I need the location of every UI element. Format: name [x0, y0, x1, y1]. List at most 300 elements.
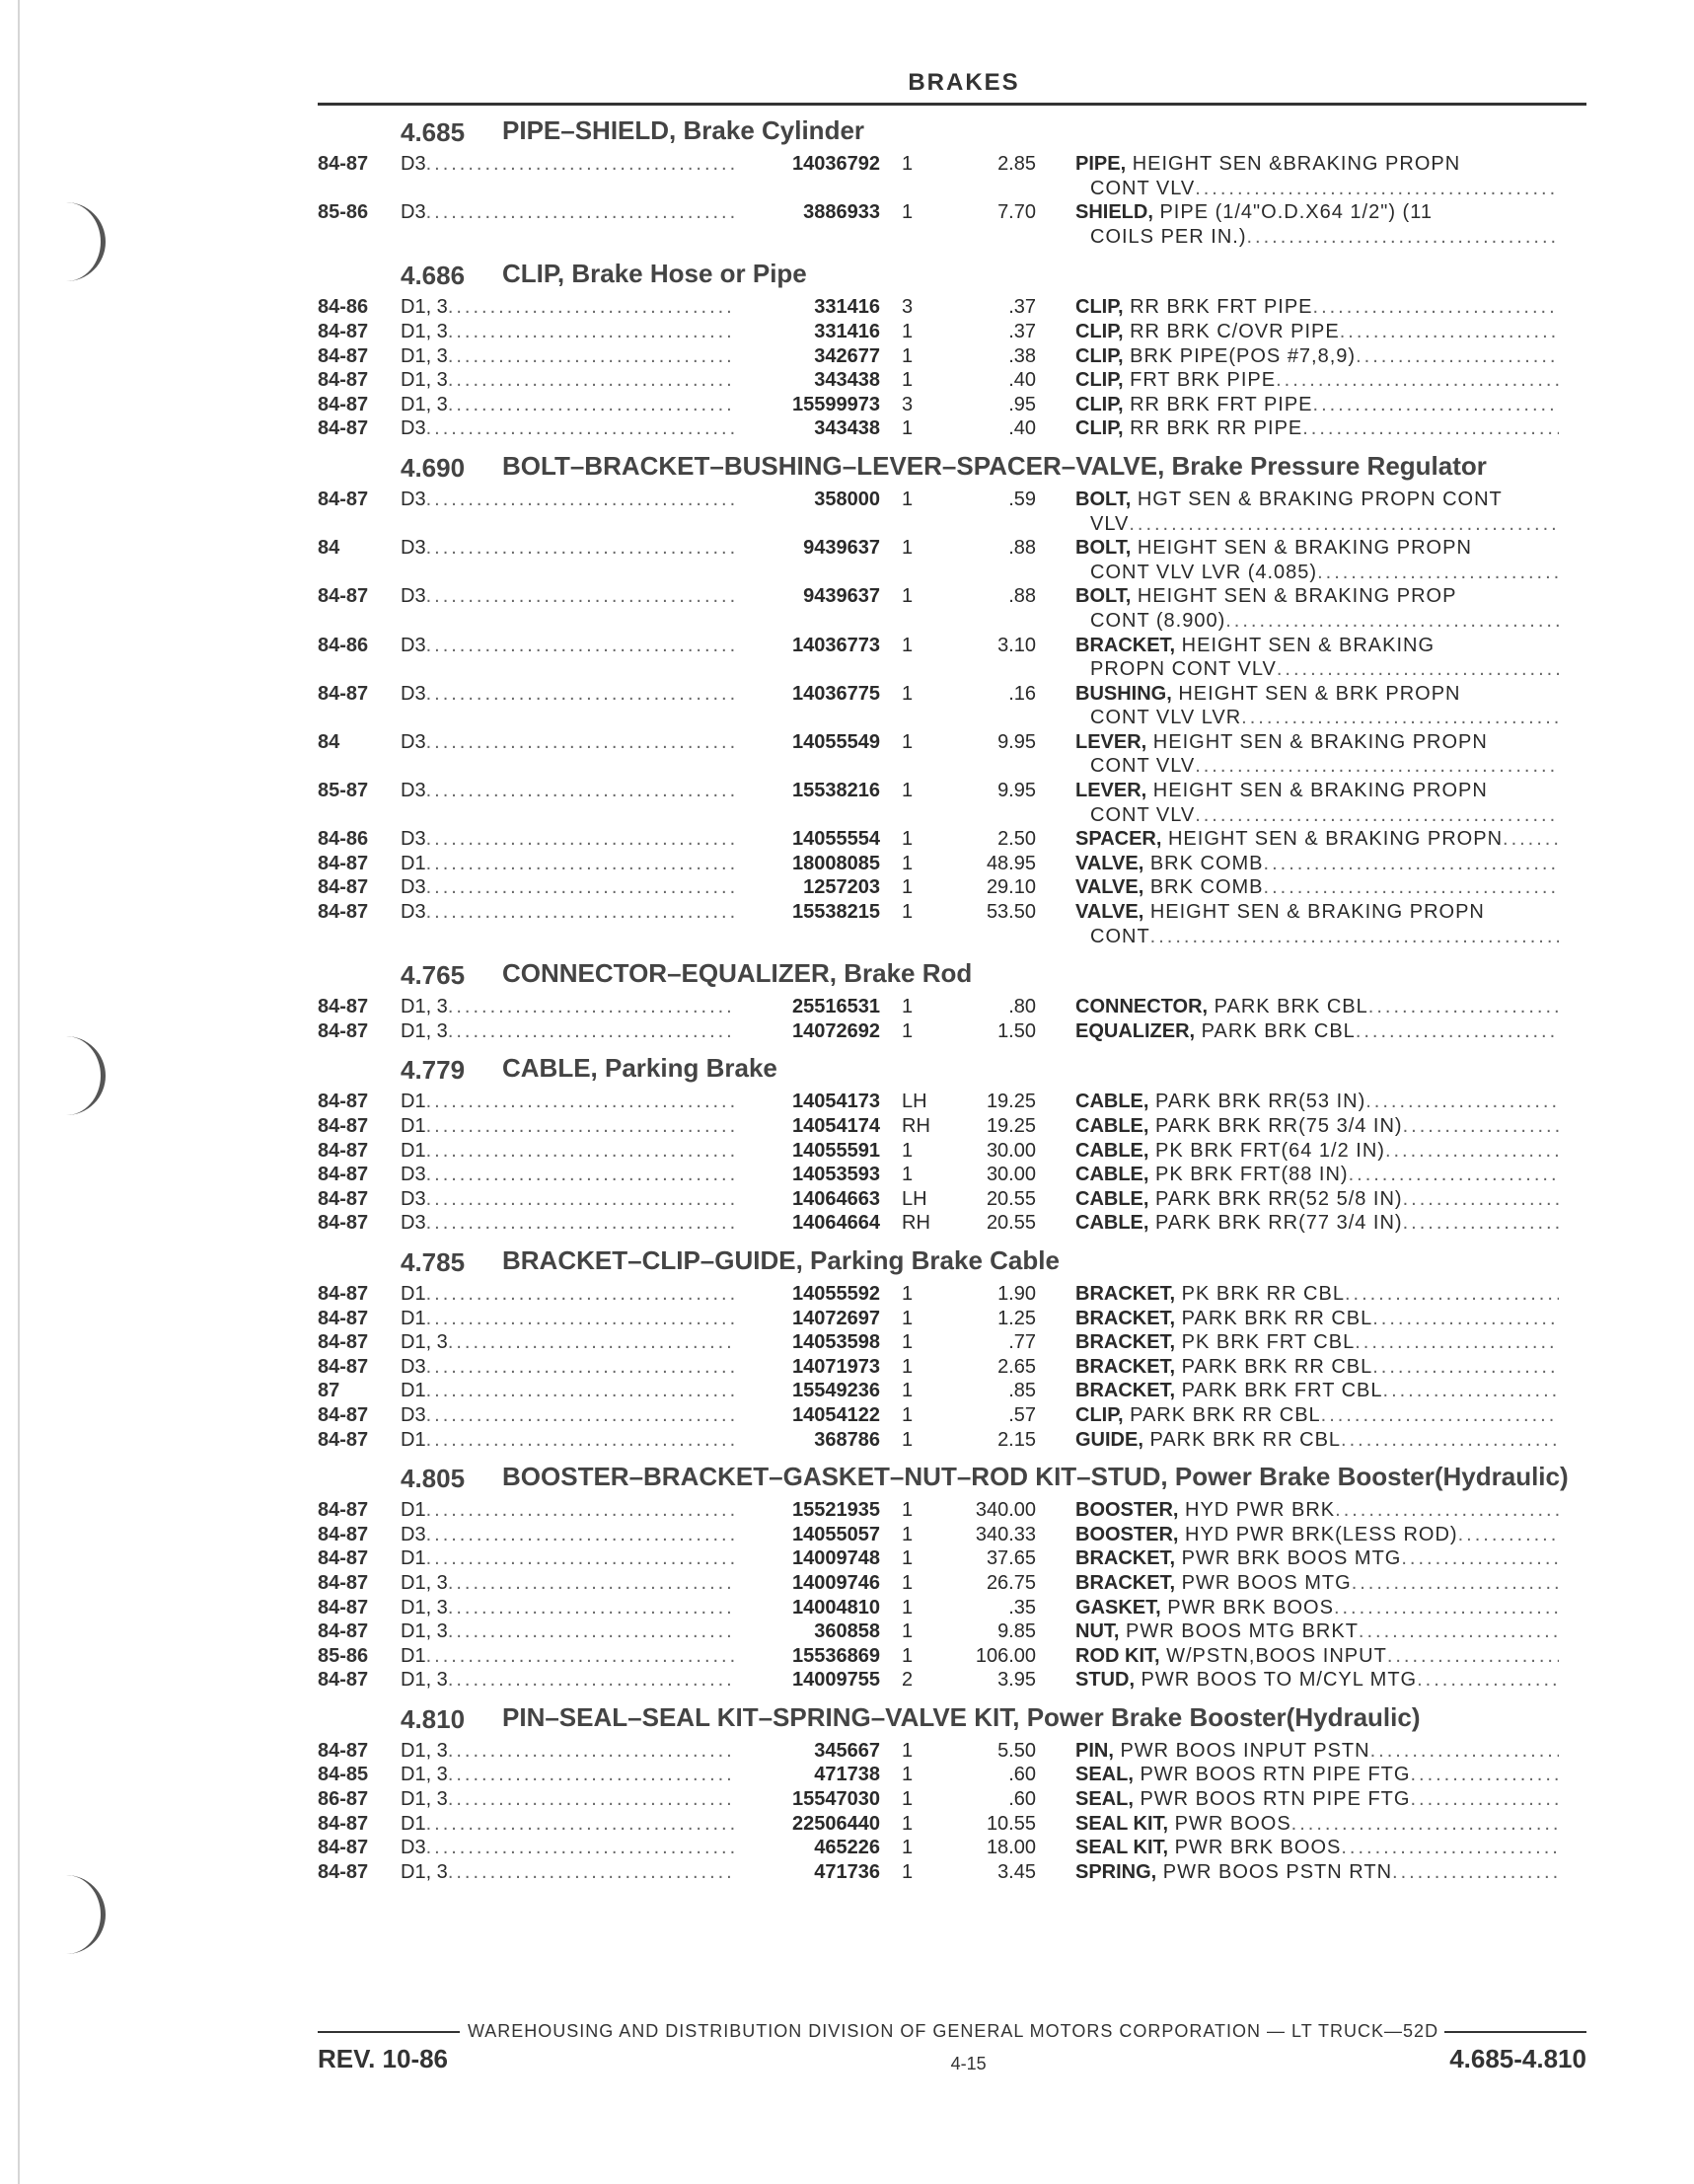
dot-leader	[448, 295, 736, 320]
section-number: 4.785	[401, 1246, 466, 1277]
model-code: D1, 3	[401, 1788, 448, 1811]
model-code: D3	[401, 585, 426, 608]
description	[1075, 1812, 1559, 1837]
description-keyword: BOLT,	[1075, 488, 1132, 510]
model-code-cell	[401, 1282, 736, 1307]
section-title-bold: CONNECTOR–EQUALIZER,	[502, 958, 837, 989]
description-line	[1075, 1139, 1559, 1164]
model-code: D1, 3	[401, 1739, 448, 1762]
description-detail: HEIGHT SEN & BRK PROPN	[1171, 682, 1461, 705]
dot-leader	[426, 1523, 736, 1547]
price: .16	[1008, 682, 1036, 705]
description-line	[1075, 368, 1559, 393]
description-line	[1075, 393, 1559, 417]
description-text	[1075, 368, 1276, 393]
section-title	[502, 1464, 1569, 1490]
model-code: D1, 3	[401, 1764, 448, 1786]
model-years: 84-87	[318, 876, 369, 899]
model-code-cell	[401, 1019, 736, 1044]
dot-leader	[1403, 1211, 1559, 1236]
page-number: 4-15	[950, 2054, 987, 2073]
model-years: 84-87	[318, 1115, 369, 1137]
dot-leader	[426, 1307, 736, 1331]
quantity: RH	[902, 1212, 930, 1235]
section-title-rest: Parking Brake Cable	[802, 1244, 1060, 1275]
quantity: 1	[902, 537, 914, 560]
description-detail: PARK BRK RR(53 IN)	[1148, 1091, 1366, 1113]
description-keyword: STUD,	[1075, 1669, 1135, 1692]
model-code: D1, 3	[401, 320, 448, 342]
description-text	[1075, 1836, 1341, 1860]
section-number: 4.805	[401, 1464, 466, 1494]
part-row	[318, 295, 1586, 320]
part-number: 3886933	[803, 201, 880, 224]
description-text	[1075, 393, 1313, 417]
part-number: 471738	[814, 1764, 880, 1786]
model-code: D1	[401, 1547, 426, 1570]
description-detail: PWR BOOS INPUT PSTN	[1113, 1739, 1370, 1762]
quantity: 1	[902, 369, 914, 392]
model-code: D1	[401, 1282, 426, 1305]
description	[1075, 827, 1559, 852]
description-text	[1075, 730, 1488, 755]
part-row	[318, 1546, 1586, 1571]
model-code: D1, 3	[401, 369, 448, 392]
description-continuation	[1075, 657, 1559, 682]
description-continuation-text: CONT VLV	[1090, 177, 1196, 199]
description-text	[1075, 344, 1356, 369]
description-line	[1075, 1644, 1559, 1669]
price: .88	[1008, 537, 1036, 560]
dot-leader	[448, 1763, 736, 1787]
model-years: 84-87	[318, 1669, 369, 1692]
description-line	[1075, 995, 1559, 1019]
description	[1075, 1187, 1559, 1212]
section-heading	[318, 1049, 1586, 1090]
part-number: 358000	[814, 488, 880, 510]
dot-leader	[1264, 875, 1559, 900]
part-number: 14055057	[792, 1523, 880, 1545]
description-line	[1075, 900, 1559, 925]
model-code-cell	[401, 827, 736, 852]
description	[1075, 1644, 1559, 1669]
price: 20.55	[986, 1187, 1036, 1210]
description-line	[1075, 634, 1559, 658]
binder-hole-mark	[61, 1875, 106, 1954]
dot-leader	[426, 1163, 736, 1187]
part-number: 14009755	[792, 1669, 880, 1692]
price: 53.50	[986, 901, 1036, 924]
part-row	[318, 1668, 1586, 1693]
part-row	[318, 1355, 1586, 1380]
section-heading	[318, 954, 1586, 995]
description-text	[1075, 536, 1472, 561]
section-range: 4.685-4.810	[1449, 2044, 1586, 2073]
description-detail: W/PSTN,BOOS INPUT	[1159, 1644, 1387, 1667]
page-footer	[318, 2021, 1586, 2074]
footer-division-text: WAREHOUSING AND DISTRIBUTION DIVISION OF GENERAL MOTORS CORPORATION — LT TRUCK—52D	[467, 2021, 1439, 2041]
description-text	[1075, 488, 1503, 512]
description-keyword: SPACER,	[1075, 828, 1162, 851]
dot-leader	[1302, 416, 1559, 441]
section-number: 4.765	[401, 960, 466, 991]
price: 29.10	[986, 876, 1036, 899]
description-keyword: CLIP,	[1075, 320, 1124, 342]
part-number: 15549236	[792, 1380, 880, 1402]
price: .80	[1008, 996, 1036, 1018]
description-line	[1075, 1546, 1559, 1571]
model-code: D1	[401, 1499, 426, 1522]
dot-leader	[1403, 1114, 1559, 1139]
part-number: 9439637	[803, 537, 880, 560]
quantity: RH	[902, 1115, 930, 1137]
dot-leader	[448, 1019, 736, 1044]
dot-leader	[426, 1546, 736, 1571]
price: 2.85	[997, 153, 1036, 175]
description-text	[1075, 900, 1485, 925]
part-row	[318, 200, 1586, 249]
description	[1075, 1139, 1559, 1164]
dot-leader	[426, 682, 736, 707]
description-detail: PARK BRK RR(75 3/4 IN)	[1148, 1115, 1403, 1137]
description-text	[1075, 1523, 1458, 1547]
model-years: 84-85	[318, 1764, 369, 1786]
description-keyword: LEVER,	[1075, 780, 1147, 802]
part-number: 360858	[814, 1620, 880, 1643]
description-keyword: VALVE,	[1075, 901, 1144, 924]
description	[1075, 368, 1559, 393]
description-detail: PARK BRK RR(52 5/8 IN)	[1148, 1187, 1403, 1210]
section-title-bold: BOLT–BRACKET–BUSHING–LEVER–SPACER–VALVE,	[502, 450, 1165, 481]
model-code: D1	[401, 1428, 426, 1451]
quantity: 3	[902, 296, 914, 319]
dot-leader	[448, 320, 736, 344]
price: .35	[1008, 1596, 1036, 1619]
description-keyword: PIPE,	[1075, 153, 1127, 175]
model-code: D1	[401, 852, 426, 874]
model-years: 84-87	[318, 852, 369, 874]
model-years: 84-87	[318, 393, 369, 415]
description-continuation-text: PROPN CONT VLV	[1090, 658, 1277, 681]
price: 1.50	[997, 1019, 1036, 1042]
dot-leader	[1372, 1355, 1559, 1380]
price: 18.00	[986, 1837, 1036, 1859]
model-years: 84-87	[318, 1091, 369, 1113]
model-code-cell	[401, 1668, 736, 1693]
dot-leader	[1392, 1860, 1559, 1885]
description	[1075, 416, 1559, 441]
part-number: 14064664	[792, 1212, 880, 1235]
description-detail: HEIGHT SEN & BRAKING PROP	[1131, 585, 1457, 608]
part-number: 14071973	[792, 1355, 880, 1378]
model-code-cell	[401, 1355, 736, 1380]
dot-leader	[426, 852, 736, 876]
description-keyword: SEAL KIT,	[1075, 1812, 1169, 1835]
section-title	[502, 1244, 1060, 1275]
description	[1075, 320, 1559, 344]
model-code-cell	[401, 1498, 736, 1523]
description-text	[1075, 1163, 1349, 1187]
model-code: D1, 3	[401, 1596, 448, 1619]
model-years: 84-87	[318, 1739, 369, 1762]
model-code-cell	[401, 1787, 736, 1812]
description	[1075, 730, 1559, 779]
model-code-cell	[401, 730, 736, 755]
description	[1075, 900, 1559, 948]
description-keyword: BUSHING,	[1075, 682, 1172, 705]
description	[1075, 1739, 1559, 1764]
description-line	[1075, 1090, 1559, 1114]
dot-leader	[426, 1498, 736, 1523]
dot-leader	[426, 900, 736, 925]
description-continuation	[1075, 225, 1559, 250]
part-row	[318, 1403, 1586, 1428]
quantity: 1	[902, 153, 914, 175]
catalog-section	[318, 255, 1586, 441]
part-row	[318, 584, 1586, 633]
dot-leader	[426, 730, 736, 755]
part-row	[318, 1114, 1586, 1139]
dot-leader	[448, 1787, 736, 1812]
part-row	[318, 682, 1586, 730]
quantity: 1	[902, 1403, 914, 1426]
description-detail: PARK BRK RR CBL	[1142, 1428, 1342, 1451]
description-continuation-text: CONT	[1090, 925, 1150, 947]
description-keyword: CABLE,	[1075, 1139, 1149, 1162]
dot-leader	[1370, 1739, 1559, 1764]
description	[1075, 682, 1559, 730]
description-keyword: BOLT,	[1075, 537, 1132, 560]
dot-leader	[1313, 393, 1559, 417]
model-code-cell	[401, 1187, 736, 1212]
description-keyword: VALVE,	[1075, 876, 1144, 899]
description	[1075, 1114, 1559, 1139]
part-number: 15538215	[792, 901, 880, 924]
description-detail: FRT BRK PIPE	[1123, 369, 1277, 392]
price: 19.25	[986, 1091, 1036, 1113]
description-continuation-text: CONT VLV LVR (4.085)	[1090, 561, 1318, 583]
model-code-cell	[401, 1523, 736, 1547]
model-code: D3	[401, 417, 426, 440]
part-number: 345667	[814, 1739, 880, 1762]
description-keyword: SPRING,	[1075, 1860, 1157, 1883]
price: .60	[1008, 1764, 1036, 1786]
description-keyword: SEAL,	[1075, 1788, 1134, 1811]
dot-leader	[1355, 1330, 1559, 1355]
description-continuation	[1075, 754, 1559, 779]
dot-leader	[448, 1860, 736, 1885]
description-text	[1075, 779, 1488, 803]
description-detail: RR BRK C/OVR PIPE	[1123, 320, 1340, 342]
description-line	[1075, 295, 1559, 320]
quantity: 1	[902, 1571, 914, 1594]
footer-rule	[318, 2031, 460, 2033]
dot-leader	[1417, 1668, 1559, 1693]
dot-leader	[448, 1330, 736, 1355]
description-keyword: BOOSTER,	[1075, 1523, 1179, 1545]
description	[1075, 1546, 1559, 1571]
model-code-cell	[401, 416, 736, 441]
description-keyword: GUIDE,	[1075, 1428, 1143, 1451]
description-continuation-text: CONT VLV LVR	[1090, 707, 1242, 729]
part-number: 14064663	[792, 1187, 880, 1210]
description-keyword: CLIP,	[1075, 1403, 1124, 1426]
description-line	[1075, 1428, 1559, 1453]
part-row	[318, 1163, 1586, 1187]
model-years: 84-87	[318, 417, 369, 440]
dot-leader	[1383, 1379, 1559, 1403]
part-number: 14009746	[792, 1571, 880, 1594]
section-title	[502, 261, 807, 287]
description	[1075, 1330, 1559, 1355]
description-detail: PWR BOOS RTN PIPE FTG	[1133, 1764, 1411, 1786]
dot-leader	[1129, 512, 1559, 537]
part-number: 14055592	[792, 1282, 880, 1305]
model-years: 84-87	[318, 1212, 369, 1235]
catalog-section	[318, 447, 1586, 948]
description-text	[1075, 1307, 1372, 1331]
catalog-section	[318, 1049, 1586, 1236]
quantity: 1	[902, 1164, 914, 1186]
description	[1075, 1282, 1559, 1307]
quantity: 1	[902, 1499, 914, 1522]
model-years: 84-87	[318, 1307, 369, 1329]
dot-leader	[426, 1211, 736, 1236]
description-continuation	[1075, 512, 1559, 537]
part-number: 14054122	[792, 1403, 880, 1426]
dot-leader	[1195, 754, 1559, 779]
description-text	[1075, 682, 1460, 707]
model-years: 84	[318, 537, 340, 560]
description-text	[1075, 1644, 1387, 1669]
section-title-rest: Brake Cylinder	[676, 115, 865, 145]
price: .60	[1008, 1788, 1036, 1811]
part-row	[318, 320, 1586, 344]
description-continuation-text: CONT VLV	[1090, 803, 1196, 826]
description	[1075, 1668, 1559, 1693]
dot-leader	[1356, 1019, 1559, 1044]
model-years: 84-86	[318, 296, 369, 319]
dot-leader	[426, 536, 736, 561]
quantity: 1	[902, 780, 914, 802]
part-number: 14072697	[792, 1307, 880, 1329]
description-detail: PK BRK FRT CBL	[1175, 1331, 1356, 1354]
description-detail: PWR BOOS MTG BRKT	[1119, 1620, 1359, 1643]
part-row	[318, 779, 1586, 827]
model-code: D1	[401, 1812, 426, 1835]
description-continuation	[1075, 561, 1559, 585]
price: 1.25	[997, 1307, 1036, 1329]
description-detail: PWR BOOS	[1168, 1812, 1291, 1835]
dot-leader	[1341, 1428, 1559, 1453]
quantity: 1	[902, 417, 914, 440]
model-code-cell	[401, 1763, 736, 1787]
description-text	[1075, 827, 1503, 852]
part-row	[318, 536, 1586, 584]
sections-container	[318, 112, 1586, 1884]
description-keyword: BOLT,	[1075, 585, 1132, 608]
model-code-cell	[401, 1139, 736, 1164]
description-line	[1075, 730, 1559, 755]
quantity: 1	[902, 1739, 914, 1762]
section-title	[502, 117, 864, 144]
description-detail: PARK BRK CBL	[1195, 1019, 1356, 1042]
model-code: D1, 3	[401, 1860, 448, 1883]
description	[1075, 1836, 1559, 1860]
dot-leader	[1195, 803, 1559, 828]
quantity: 1	[902, 1837, 914, 1859]
quantity: 1	[902, 1860, 914, 1883]
description-detail: PIPE (1/4"O.D.X64 1/2") (11	[1152, 201, 1433, 224]
model-code-cell	[401, 1812, 736, 1837]
model-code: D1	[401, 1091, 426, 1113]
dot-leader	[426, 1836, 736, 1860]
quantity: 1	[902, 1331, 914, 1354]
part-row	[318, 1763, 1586, 1787]
description-continuation-text: CONT VLV	[1090, 755, 1196, 778]
part-number: 22506440	[792, 1812, 880, 1835]
description-text	[1075, 875, 1264, 900]
description-keyword: CABLE,	[1075, 1115, 1149, 1137]
description-detail: RR BRK FRT PIPE	[1123, 296, 1313, 319]
quantity: 1	[902, 1788, 914, 1811]
dot-leader	[1225, 609, 1559, 634]
dot-leader	[1150, 925, 1559, 949]
price: 106.00	[975, 1644, 1036, 1667]
description-line	[1075, 1787, 1559, 1812]
section-heading	[318, 447, 1586, 488]
model-code: D3	[401, 201, 426, 224]
part-row	[318, 634, 1586, 682]
model-code-cell	[401, 1330, 736, 1355]
model-years: 84-87	[318, 1139, 369, 1162]
price: 48.95	[986, 852, 1036, 874]
dot-leader	[426, 1282, 736, 1307]
binder-hole-mark	[61, 202, 106, 281]
description-keyword: SHIELD,	[1075, 201, 1153, 224]
section-number: 4.690	[401, 452, 466, 483]
description-line	[1075, 682, 1559, 707]
description-line	[1075, 1163, 1559, 1187]
model-years: 84-87	[318, 1860, 369, 1883]
part-number: 14036773	[792, 634, 880, 656]
description-text	[1075, 1403, 1321, 1428]
description-line	[1075, 1619, 1559, 1644]
description-text	[1075, 995, 1368, 1019]
description	[1075, 1498, 1559, 1523]
description-keyword: PIN,	[1075, 1739, 1114, 1762]
dot-leader	[1241, 706, 1559, 730]
description-continuation-text: CONT (8.900)	[1090, 609, 1226, 632]
part-row	[318, 1860, 1586, 1885]
model-code-cell	[401, 152, 736, 177]
description-keyword: BRACKET,	[1075, 1571, 1176, 1594]
quantity: LH	[902, 1187, 927, 1210]
description-text	[1075, 1546, 1401, 1571]
quantity: 1	[902, 1355, 914, 1378]
model-code-cell	[401, 1307, 736, 1331]
model-code: D3	[401, 537, 426, 560]
description-keyword: BRACKET,	[1075, 1282, 1176, 1305]
dot-leader	[426, 1139, 736, 1164]
description-line	[1075, 875, 1559, 900]
part-number: 14054173	[792, 1091, 880, 1113]
section-title-rest: Brake Hose or Pipe	[564, 259, 807, 289]
part-number: 343438	[814, 369, 880, 392]
description-detail: PWR BOOS PSTN RTN	[1156, 1860, 1393, 1883]
dot-leader	[1335, 1498, 1559, 1523]
dot-leader	[448, 393, 736, 417]
